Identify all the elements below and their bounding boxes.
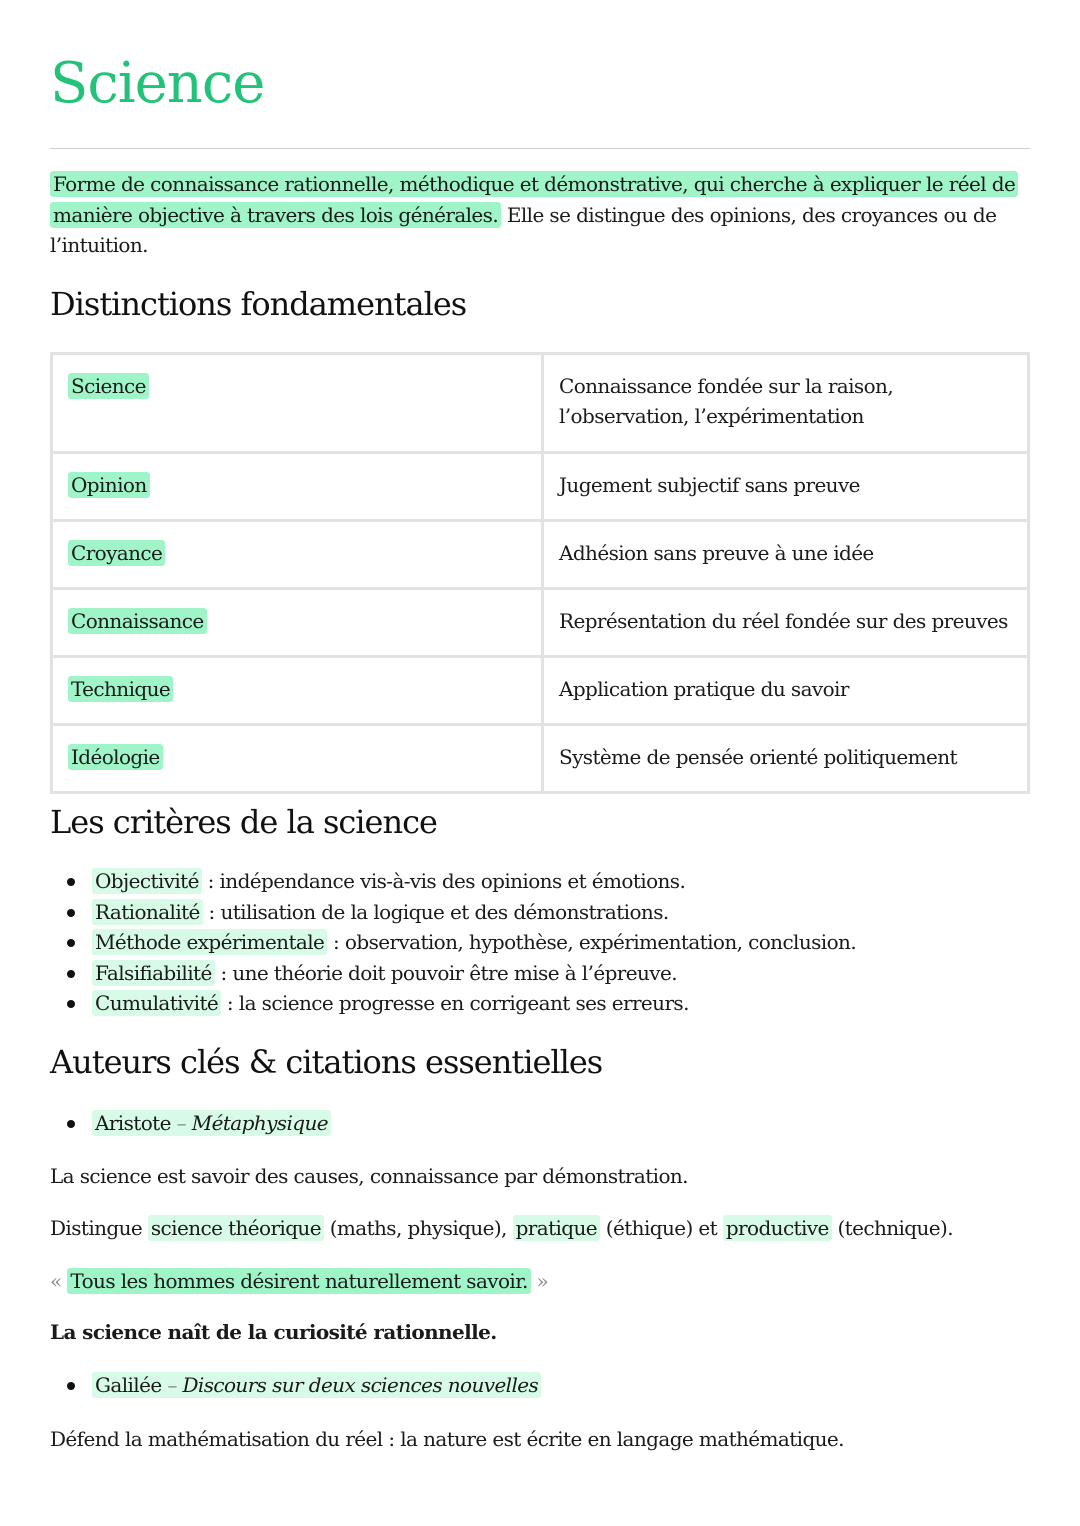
list-item — [92, 897, 856, 928]
highlight-productive: productive — [723, 1215, 832, 1241]
table-cell-definition: Jugement subjectif sans preuve — [543, 453, 1029, 521]
list-item — [92, 927, 856, 958]
table-cell-definition: Connaissance fondée sur la raison, l’observation, l’expérimentation — [543, 354, 1029, 453]
author-work: Métaphysique — [191, 1111, 328, 1135]
table-row — [52, 657, 1029, 725]
highlight-theorique: science théorique — [148, 1215, 324, 1241]
table-row — [52, 453, 1029, 521]
title-divider — [50, 148, 1030, 149]
table-cell-term — [52, 589, 543, 657]
highlight-pratique: pratique — [513, 1215, 600, 1241]
criterion-text: : la science progresse en corrigeant ses erreurs. — [221, 991, 689, 1015]
table-cell-term — [52, 453, 543, 521]
criterion-term: Falsifiabilité — [92, 960, 215, 986]
criterion-term: Méthode expérimentale — [92, 929, 327, 955]
list-item — [92, 958, 856, 989]
table-cell-term — [52, 354, 543, 453]
page-title: Science — [50, 51, 265, 116]
table-cell-definition: Adhésion sans preuve à une idée — [543, 521, 1029, 589]
text-fragment: (technique). — [831, 1216, 953, 1240]
term-highlight: Idéologie — [68, 744, 163, 770]
term-highlight: Technique — [68, 676, 173, 702]
list-item — [92, 1370, 541, 1401]
term-highlight: Science — [68, 373, 149, 399]
aristote-paragraph-1: La science est savoir des causes, connaissance par démonstration. — [50, 1164, 688, 1188]
criterion-text: : utilisation de la logique et des démonstrations. — [202, 899, 669, 924]
table-row — [52, 521, 1029, 589]
author-galilee — [92, 1372, 541, 1398]
text-fragment: (maths, physique), — [323, 1216, 513, 1240]
intro-paragraph — [50, 169, 1025, 261]
intro-highlight: Forme de connaissance rationnelle, méthodique et démonstrative, qui cherche à expliquer le réel de manière objective à travers des lois générales. — [50, 171, 1018, 228]
criterion-term: Rationalité — [92, 899, 203, 925]
term-highlight: Connaissance — [68, 608, 207, 634]
author-work: Discours sur deux sciences nouvelles — [182, 1373, 539, 1397]
table-row — [52, 589, 1029, 657]
criterion-term: Cumulativité — [92, 990, 221, 1016]
table-cell-term — [52, 725, 543, 793]
quote-text: Tous les hommes désirent naturellement savoir. — [67, 1268, 530, 1294]
heading-distinctions: Distinctions fondamentales — [50, 285, 467, 323]
list-item — [92, 988, 856, 1019]
author-list-aristote — [50, 1108, 331, 1139]
text-fragment: Distingue — [50, 1216, 148, 1240]
term-highlight: Croyance — [68, 540, 165, 566]
distinctions-table — [50, 352, 1030, 794]
criterion-text: : observation, hypothèse, expérimentation, conclusion. — [327, 930, 857, 954]
list-item — [92, 866, 856, 897]
criterion-term: Objectivité — [92, 868, 202, 894]
author-dash: – — [170, 1111, 192, 1135]
table-row — [52, 354, 1029, 453]
author-name: Aristote — [95, 1111, 171, 1135]
quote-close: » — [530, 1269, 549, 1293]
criteria-list — [50, 866, 856, 1019]
aristote-conclusion: La science naît de la curiosité rationnelle. — [50, 1320, 497, 1344]
author-list-galilee — [50, 1370, 541, 1401]
intro-rest: Elle se distingue des opinions, des croyances ou de l’intuition. — [50, 202, 997, 257]
criterion-text: : indépendance vis-à-vis des opinions et émotions. — [201, 869, 686, 893]
table-cell-definition: Représentation du réel fondée sur des preuves — [543, 589, 1029, 657]
aristote-quote — [50, 1266, 1030, 1296]
list-item — [92, 1108, 331, 1139]
aristote-paragraph-2 — [50, 1213, 1030, 1243]
author-dash: – — [161, 1373, 183, 1397]
author-name: Galilée — [95, 1373, 162, 1397]
table-cell-definition: Application pratique du savoir — [543, 657, 1029, 725]
quote-open: « — [50, 1269, 68, 1293]
table-cell-definition: Système de pensée orienté politiquement — [543, 725, 1029, 793]
text-fragment: (éthique) et — [600, 1216, 723, 1240]
heading-authors: Auteurs clés & citations essentielles — [50, 1043, 603, 1081]
table-row — [52, 725, 1029, 793]
table-cell-term — [52, 521, 543, 589]
heading-criteria: Les critères de la science — [50, 803, 437, 841]
galilee-paragraph: Défend la mathématisation du réel : la nature est écrite en langage mathématique. — [50, 1427, 844, 1451]
criterion-text: : une théorie doit pouvoir être mise à l’épreuve. — [214, 960, 677, 985]
author-aristote — [92, 1110, 331, 1136]
table-cell-term — [52, 657, 543, 725]
term-highlight: Opinion — [68, 472, 150, 498]
